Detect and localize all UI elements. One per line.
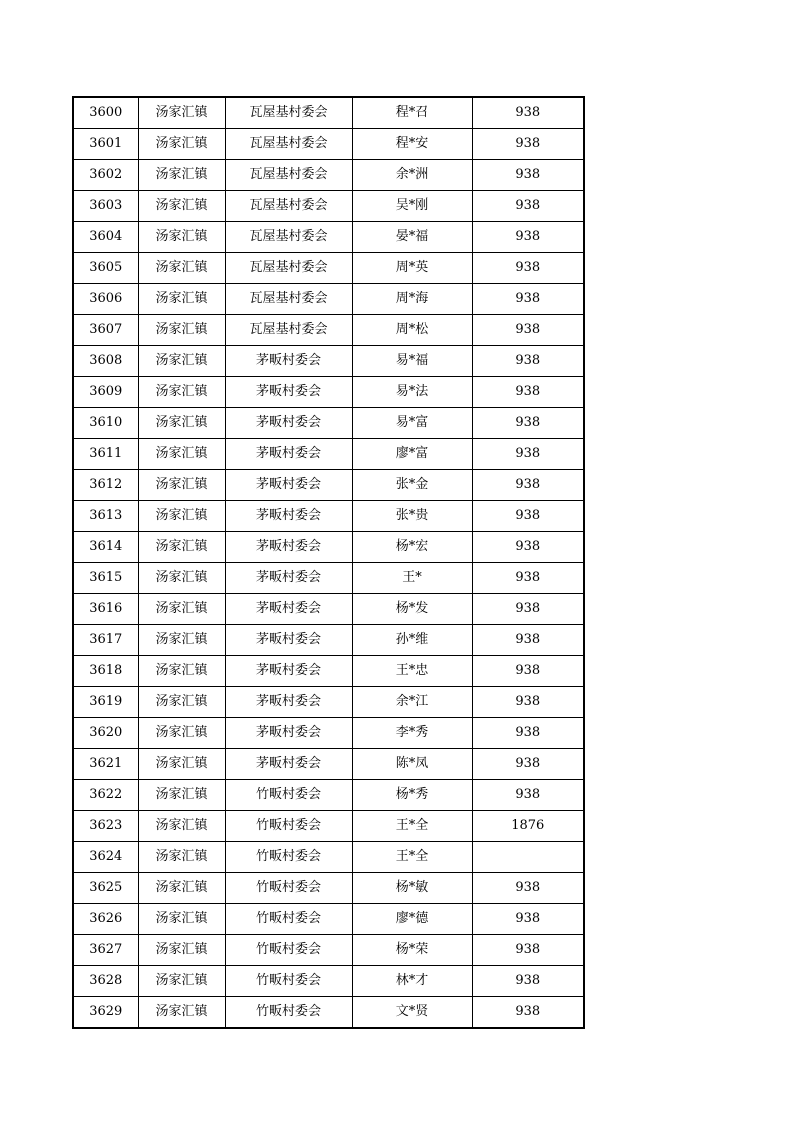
table-row — [73, 842, 584, 873]
row-id-cell: 3617 — [73, 625, 138, 656]
amount-cell: 938 — [472, 749, 584, 780]
town-cell: 汤家汇镇 — [138, 439, 225, 470]
name-cell: 李*秀 — [352, 718, 472, 749]
name-cell: 周*松 — [352, 315, 472, 346]
name-cell: 林*才 — [352, 966, 472, 997]
amount-cell: 938 — [472, 873, 584, 904]
name-cell: 王*全 — [352, 842, 472, 873]
table-row — [73, 222, 584, 253]
table-row — [73, 966, 584, 997]
name-cell: 程*安 — [352, 129, 472, 160]
table-row — [73, 873, 584, 904]
village-cell: 竹畈村委会 — [225, 780, 352, 811]
town-cell: 汤家汇镇 — [138, 377, 225, 408]
town-cell: 汤家汇镇 — [138, 966, 225, 997]
town-cell: 汤家汇镇 — [138, 346, 225, 377]
amount-cell: 938 — [472, 129, 584, 160]
amount-cell: 938 — [472, 191, 584, 222]
row-id-cell: 3614 — [73, 532, 138, 563]
amount-cell: 938 — [472, 97, 584, 129]
amount-cell: 938 — [472, 346, 584, 377]
table-row — [73, 904, 584, 935]
village-cell: 瓦屋基村委会 — [225, 253, 352, 284]
amount-cell: 938 — [472, 656, 584, 687]
town-cell: 汤家汇镇 — [138, 687, 225, 718]
amount-cell: 1876 — [472, 811, 584, 842]
table-row — [73, 687, 584, 718]
name-cell: 廖*富 — [352, 439, 472, 470]
town-cell: 汤家汇镇 — [138, 408, 225, 439]
town-cell: 汤家汇镇 — [138, 284, 225, 315]
row-id-cell: 3623 — [73, 811, 138, 842]
row-id-cell: 3603 — [73, 191, 138, 222]
amount-cell: 938 — [472, 718, 584, 749]
name-cell: 王*全 — [352, 811, 472, 842]
name-cell: 廖*德 — [352, 904, 472, 935]
village-cell: 茅畈村委会 — [225, 532, 352, 563]
table-row — [73, 470, 584, 501]
name-cell: 杨*敏 — [352, 873, 472, 904]
table-row — [73, 935, 584, 966]
table-row — [73, 191, 584, 222]
name-cell: 吴*刚 — [352, 191, 472, 222]
name-cell: 张*贵 — [352, 501, 472, 532]
row-id-cell: 3607 — [73, 315, 138, 346]
amount-cell: 938 — [472, 377, 584, 408]
town-cell: 汤家汇镇 — [138, 780, 225, 811]
row-id-cell: 3604 — [73, 222, 138, 253]
amount-cell: 938 — [472, 408, 584, 439]
village-cell: 竹畈村委会 — [225, 997, 352, 1029]
town-cell: 汤家汇镇 — [138, 842, 225, 873]
town-cell: 汤家汇镇 — [138, 625, 225, 656]
town-cell: 汤家汇镇 — [138, 904, 225, 935]
name-cell: 程*召 — [352, 97, 472, 129]
table-row — [73, 594, 584, 625]
table-row — [73, 780, 584, 811]
village-cell: 茅畈村委会 — [225, 470, 352, 501]
amount-cell: 938 — [472, 780, 584, 811]
row-id-cell: 3609 — [73, 377, 138, 408]
name-cell: 张*金 — [352, 470, 472, 501]
table-row — [73, 129, 584, 160]
name-cell: 王*忠 — [352, 656, 472, 687]
name-cell: 易*法 — [352, 377, 472, 408]
town-cell: 汤家汇镇 — [138, 470, 225, 501]
village-cell: 茅畈村委会 — [225, 594, 352, 625]
table-row — [73, 718, 584, 749]
village-cell: 竹畈村委会 — [225, 966, 352, 997]
town-cell: 汤家汇镇 — [138, 129, 225, 160]
village-cell: 竹畈村委会 — [225, 904, 352, 935]
amount-cell: 938 — [472, 935, 584, 966]
name-cell: 易*富 — [352, 408, 472, 439]
amount-cell — [472, 842, 584, 873]
town-cell: 汤家汇镇 — [138, 97, 225, 129]
data-table — [72, 96, 585, 1029]
village-cell: 瓦屋基村委会 — [225, 160, 352, 191]
table-row — [73, 656, 584, 687]
village-cell: 茅畈村委会 — [225, 377, 352, 408]
village-cell: 茅畈村委会 — [225, 656, 352, 687]
village-cell: 瓦屋基村委会 — [225, 315, 352, 346]
row-id-cell: 3629 — [73, 997, 138, 1029]
name-cell: 周*海 — [352, 284, 472, 315]
town-cell: 汤家汇镇 — [138, 811, 225, 842]
village-cell: 瓦屋基村委会 — [225, 129, 352, 160]
village-cell: 茅畈村委会 — [225, 749, 352, 780]
row-id-cell: 3619 — [73, 687, 138, 718]
row-id-cell: 3600 — [73, 97, 138, 129]
village-cell: 茅畈村委会 — [225, 501, 352, 532]
village-cell: 瓦屋基村委会 — [225, 284, 352, 315]
name-cell: 余*洲 — [352, 160, 472, 191]
table-row — [73, 346, 584, 377]
amount-cell: 938 — [472, 594, 584, 625]
row-id-cell: 3602 — [73, 160, 138, 191]
amount-cell: 938 — [472, 439, 584, 470]
amount-cell: 938 — [472, 563, 584, 594]
row-id-cell: 3628 — [73, 966, 138, 997]
town-cell: 汤家汇镇 — [138, 563, 225, 594]
village-cell: 茅畈村委会 — [225, 687, 352, 718]
row-id-cell: 3601 — [73, 129, 138, 160]
table-row — [73, 532, 584, 563]
row-id-cell: 3612 — [73, 470, 138, 501]
row-id-cell: 3622 — [73, 780, 138, 811]
town-cell: 汤家汇镇 — [138, 501, 225, 532]
village-cell: 竹畈村委会 — [225, 842, 352, 873]
amount-cell: 938 — [472, 966, 584, 997]
row-id-cell: 3616 — [73, 594, 138, 625]
town-cell: 汤家汇镇 — [138, 160, 225, 191]
amount-cell: 938 — [472, 222, 584, 253]
village-cell: 瓦屋基村委会 — [225, 191, 352, 222]
town-cell: 汤家汇镇 — [138, 222, 225, 253]
row-id-cell: 3620 — [73, 718, 138, 749]
table-row — [73, 97, 584, 129]
row-id-cell: 3608 — [73, 346, 138, 377]
table-row — [73, 563, 584, 594]
table-row — [73, 501, 584, 532]
name-cell: 陈*凤 — [352, 749, 472, 780]
name-cell: 杨*荣 — [352, 935, 472, 966]
town-cell: 汤家汇镇 — [138, 594, 225, 625]
table-row — [73, 811, 584, 842]
amount-cell: 938 — [472, 532, 584, 563]
table-row — [73, 315, 584, 346]
name-cell: 孙*维 — [352, 625, 472, 656]
village-cell: 竹畈村委会 — [225, 935, 352, 966]
row-id-cell: 3615 — [73, 563, 138, 594]
row-id-cell: 3625 — [73, 873, 138, 904]
amount-cell: 938 — [472, 315, 584, 346]
town-cell: 汤家汇镇 — [138, 253, 225, 284]
name-cell: 杨*宏 — [352, 532, 472, 563]
table-row — [73, 377, 584, 408]
row-id-cell: 3624 — [73, 842, 138, 873]
name-cell: 王* — [352, 563, 472, 594]
village-cell: 茅畈村委会 — [225, 718, 352, 749]
name-cell: 杨*秀 — [352, 780, 472, 811]
name-cell: 周*英 — [352, 253, 472, 284]
town-cell: 汤家汇镇 — [138, 935, 225, 966]
table-row — [73, 284, 584, 315]
town-cell: 汤家汇镇 — [138, 749, 225, 780]
village-cell: 茅畈村委会 — [225, 439, 352, 470]
village-cell: 瓦屋基村委会 — [225, 97, 352, 129]
village-cell: 瓦屋基村委会 — [225, 222, 352, 253]
table-row — [73, 160, 584, 191]
amount-cell: 938 — [472, 160, 584, 191]
village-cell: 竹畈村委会 — [225, 811, 352, 842]
table-row — [73, 749, 584, 780]
town-cell: 汤家汇镇 — [138, 656, 225, 687]
amount-cell: 938 — [472, 253, 584, 284]
village-cell: 茅畈村委会 — [225, 408, 352, 439]
name-cell: 余*江 — [352, 687, 472, 718]
row-id-cell: 3611 — [73, 439, 138, 470]
town-cell: 汤家汇镇 — [138, 718, 225, 749]
table-row — [73, 253, 584, 284]
amount-cell: 938 — [472, 625, 584, 656]
table-body — [73, 97, 584, 1028]
amount-cell: 938 — [472, 687, 584, 718]
amount-cell: 938 — [472, 470, 584, 501]
table-row — [73, 997, 584, 1029]
name-cell: 杨*发 — [352, 594, 472, 625]
town-cell: 汤家汇镇 — [138, 873, 225, 904]
amount-cell: 938 — [472, 284, 584, 315]
row-id-cell: 3627 — [73, 935, 138, 966]
village-cell: 茅畈村委会 — [225, 346, 352, 377]
amount-cell: 938 — [472, 904, 584, 935]
amount-cell: 938 — [472, 997, 584, 1029]
town-cell: 汤家汇镇 — [138, 997, 225, 1029]
row-id-cell: 3621 — [73, 749, 138, 780]
town-cell: 汤家汇镇 — [138, 315, 225, 346]
row-id-cell: 3618 — [73, 656, 138, 687]
table-row — [73, 625, 584, 656]
name-cell: 易*福 — [352, 346, 472, 377]
table-row — [73, 439, 584, 470]
row-id-cell: 3626 — [73, 904, 138, 935]
village-cell: 茅畈村委会 — [225, 563, 352, 594]
town-cell: 汤家汇镇 — [138, 191, 225, 222]
row-id-cell: 3606 — [73, 284, 138, 315]
town-cell: 汤家汇镇 — [138, 532, 225, 563]
name-cell: 晏*福 — [352, 222, 472, 253]
row-id-cell: 3605 — [73, 253, 138, 284]
row-id-cell: 3613 — [73, 501, 138, 532]
amount-cell: 938 — [472, 501, 584, 532]
village-cell: 茅畈村委会 — [225, 625, 352, 656]
village-cell: 竹畈村委会 — [225, 873, 352, 904]
row-id-cell: 3610 — [73, 408, 138, 439]
name-cell: 文*贤 — [352, 997, 472, 1029]
table-row — [73, 408, 584, 439]
